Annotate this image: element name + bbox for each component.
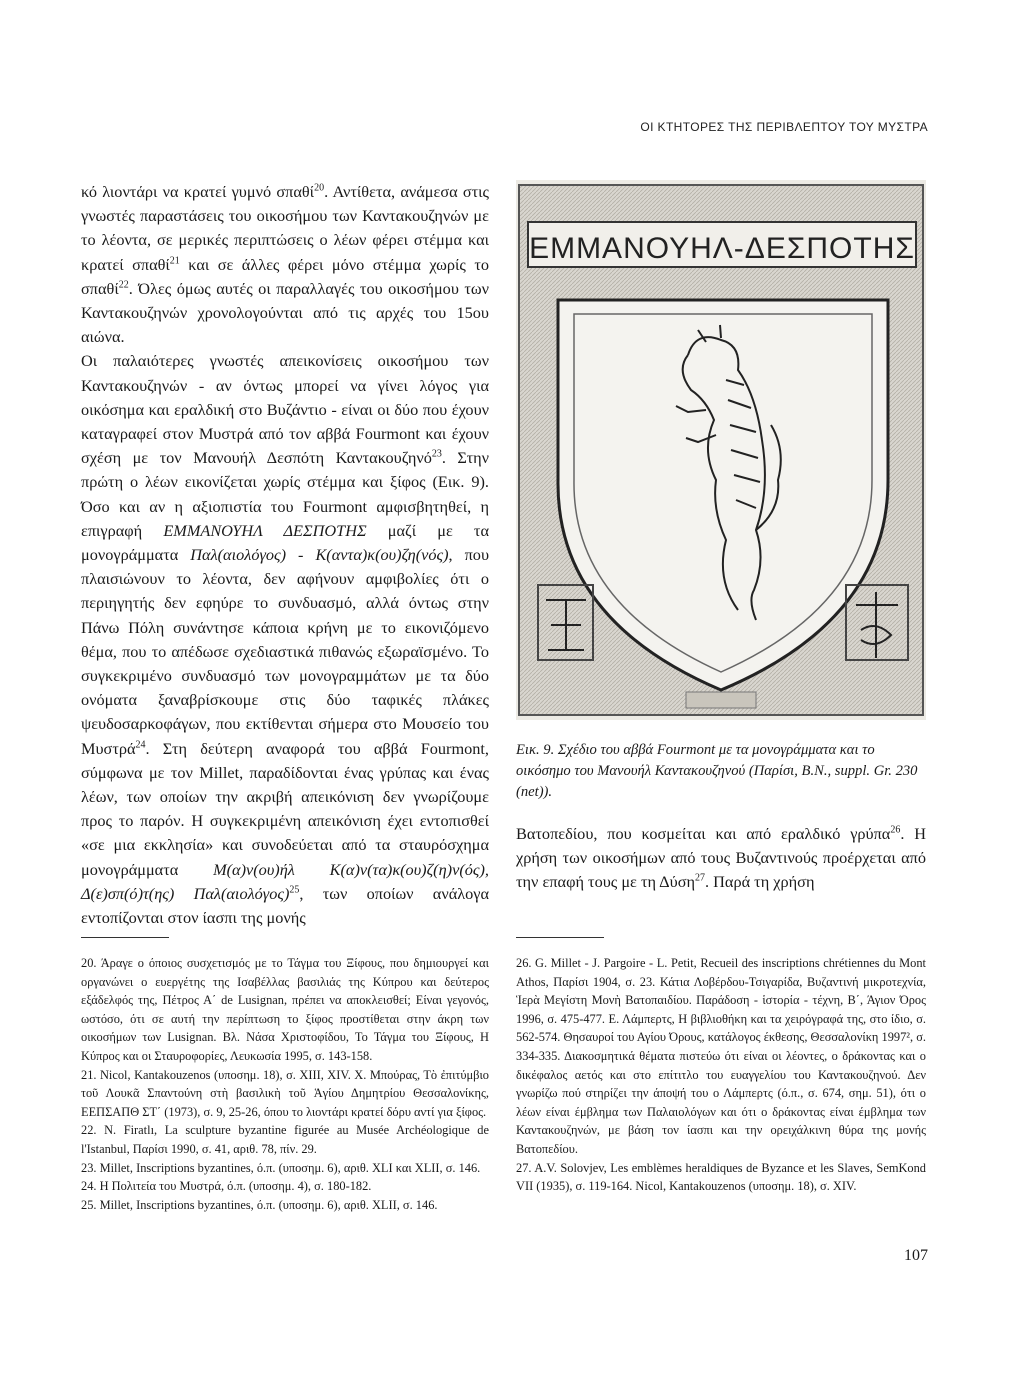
- footnote-23: 23. Millet, Inscriptions byzantines, ό.π. (υποσημ. 6), αριθ. XLI και XLII, σ. 146.: [81, 1160, 481, 1175]
- paragraph-2: Οι παλαιότερες γνωστές απεικονίσεις οικοσήμου των Καντακουζηνών - αν όντως μπορεί να γίνει λόγος για οικόσημα και εραλδική στο Βυζάντιο - είναι οι δύο που έχουν καταγραφεί στον Μυστρά από τον αββά Fourmont και έχουν σχέση με τον Μανουήλ Δεσπότη Καντακουζηνό$^{23}$. Στην πρώτη ο λέων εικονίζεται χωρίς στέμμα και ξίφος (Εικ. 9). Όσο και αν η αξιοπιστία του Fourmont αμφισβητηθεί, η επιγραφή ΕΜΜΑΝΟΥΗΛ ΔΕΣΠΟΤΗΣ μαζί με τα μονογράμματα Παλ(αιολόγος) - Κ(αντα)κ(ου)ζη(νός), που πλαισιώνουν το λέοντα, δεν αφήνουν αμφιβολίες ότι ο περιηγητής δεν εφηύρε το συνδυασμό, αλλά όντως στην Πάνω Πόλη συνάντησε κάποια κρήνη με το εικονιζόμενο θέμα, που το απέδωσε σχεδιαστικά πιθανώς εξωραϊσμένο. Το συγκεκριμένο συνδυασμό των μονογραμμάτων με τα δύο ονόματα ξαναβρίσκουμε στις δύο ταφικές πλάκες ψευδοσαρκοφάγων, που εκτίθενται σήμερα στο Μουσείο του Μυστρά$^{24}$. Στη δεύτερη αναφορά του αββά Fourmont, σύμφωνα με τον Millet, παραδίδονται ένας γρύπας και ένας λέων, των οποίων την ακριβή απεικόνιση δεν γνωρίζουμε προς το παρόν. Η συγκεκριμένη απεικόνιση έχει εντοπισθεί «σε μια εκκλησία» και συνοδεύεται από τα σταυρόσχημα μονογράμματα Μ(α)ν(ου)ήλ Κ(α)ν(τα)κ(ου)ζ(η)ν(ός), Δ(ε)σπ(ό)τ(ης) $\Pi\alpha\lambda(\alpha\iota o\lambda ό\gamma o\varsigma)^{25}$, των οποίων ανάλογα εντοπίζονται στον ίασπι της μονής: [81, 351, 490, 928]
- right-column: [516, 180, 926, 803]
- footnotes-left: [81, 954, 489, 1214]
- footnote-rule-right: [516, 937, 604, 938]
- figure-coat-of-arms: [516, 180, 926, 720]
- footnote-27: 27. A.V. Solovjev, Les emblèmes heraldiques de Byzance et les Slaves, SemKond VII (1935), σ. 119-164. Nicol, Kantakouzenos (υποσημ. 18), σ. XIV.: [516, 1160, 926, 1194]
- stamp-mark: [686, 692, 756, 708]
- page-number: 107: [904, 1247, 928, 1264]
- coat-of-arms-drawing: [516, 180, 926, 720]
- paragraph-3: Βατοπεδίου, που κοσμείται και από εραλδικό γρύπα$^{26}$. Η χρήση των οικοσήμων από τους Βυζαντινούς προέρχεται από την επαφή τους με τη Δύση$^{27}$. Παρά τη χρήση: [516, 824, 926, 892]
- right-body-text: [516, 822, 926, 895]
- paragraph-1: κό λιοντάρι να κρατεί γυμνό σπαθί$^{20}$. Αντίθετα, ανάμεσα στις γνωστές παραστάσεις του οικοσήμου των Καντακουζηνών με το λέοντα, σε μερικές περιπτώσεις ο λέων φέρει στέμμα και κρατεί σπαθί$^{21}$ και σε άλλες φέρει μόνο στέμμα χωρίς το σπαθί$^{22}$. Όλες όμως αυτές οι παραλλαγές του οικοσήμου των Καντακουζηνών χρονολογούνται από τις αρχές του 15ου αιώνα.: [81, 182, 490, 347]
- footnotes-right: [516, 954, 926, 1196]
- footnote-24: 24. Η Πολιτεία του Μυστρά, ό.π. (υποσημ. 4), σ. 180-182.: [81, 1179, 372, 1194]
- footnote-20: 20. Άραγε ο όποιος συσχετισμός με το Τάγμα του Ξίφους, που δημιουργεί και οργανώνει ο ευεργέτης της Ισαβέλλας βασιλιάς της Κύπρου και δεύτερος εξάδελφός της, Πέτρος Α΄ de Lusignan, πρέπει να αποκλεισθεί; Είναι γεγονός, ωστόσο, ότι σε αυτή την περίπτωση το ξίφος προστίθεται στην άκρη των οικοσήμων των Lusignan. Βλ. Νάσα Χριστοφίδου, Το Τάγμα του Ξίφους, Η Κύπρος και οι Σταυροφορίες, Λευκωσία 1995, σ. 143-158.: [81, 956, 489, 1063]
- running-head: ΟΙ ΚΤΗΤΟΡΕΣ ΤΗΣ ΠΕΡΙΒΛΕΠΤΟΥ ΤΟΥ ΜΥΣΤΡΑ: [640, 120, 928, 134]
- footnote-26: 26. G. Millet - J. Pargoire - L. Petit, Recueil des inscriptions chrétiennes du Mont Athos, Παρίσι 1904, σ. 23. Κάτια Λοβέρδου-Τσιγαρίδα, Βυζαντινή μικροτεχνία, Ἱερὰ Μεγίστη Μονὴ Βατοπαιδίου. Παράδοση - ἱστορία - τέχνη, Β΄, Άγιον Όρος 1996, σ. 475-477. Ε. Λάμπερτς, Η βιβλιοθήκη και τα χειρόγραφά της, στο ίδιο, σ. 562-574. Θησαυροί του Αγίου Όρους, κατάλογος έκθεσης, Θεσσαλονίκη 1997², σ. 334-335. Διακοσμητικά θέματα πιστεύω ότι είναι οι λέοντες, ο δράκοντας και ο δικέφαλος αετός και στο επίτιτλο του ευαγγελίου του Καντακουζηνού. Δεν γνωρίζω πού στηρίζει την άποψή του ο Λάμπερτς (ό.π., σ. 674, σημ. 51), ότι ο λέων είναι έμβλημα των Παλαιολόγων και ότι ο δράκοντας είναι έμβλημα των Καντακουζηνών, με βάση τον ίασπι και την ορειχάλκινη θύρα της μονής Βατοπεδίου.: [516, 956, 926, 1156]
- figure-caption: Εικ. 9. Σχέδιο του αββά Fourmont με τα μονογράμματα και το οικόσημο του Μανουήλ Καντακουζηνού (Παρίσι, Β.Ν., suppl. Gr. 230 (net)).: [516, 742, 918, 800]
- footnote-rule-left: [81, 937, 169, 938]
- footnote-22: 22. N. Firatlı, La sculpture byzantine figurée au Musée Archéologique de l'Istanbul, Παρίσι 1990, σ. 41, αριθ. 78, πίν. 29.: [81, 1123, 489, 1156]
- footnote-25: 25. Millet, Inscriptions byzantines, ό.π. (υποσημ. 6), αριθ. XLII, σ. 146.: [81, 1197, 438, 1212]
- left-column: [81, 180, 489, 930]
- footnote-21: 21. Nicol, Kantakouzenos (υποσημ. 18), σ. XIII, XIV. Χ. Μπούρας, Τὸ ἐπιτύμβιο τοῦ Λουκᾶ Σπαντούνη στὴ βασιλικὴ τοῦ Ἁγίου Δημητρίου Θεσσαλονίκης, ΕΕΠΣΑΠΘ ΣΤ΄ (1973), σ. 9, 25-26, όπου το λιοντάρι κρατεί δόρυ αντί για ξίφος.: [81, 1067, 489, 1119]
- inscription-text: ΕΜΜΑΝΟΥΗΛ-ΔΕΣΠΟΤΗΣ: [529, 232, 915, 265]
